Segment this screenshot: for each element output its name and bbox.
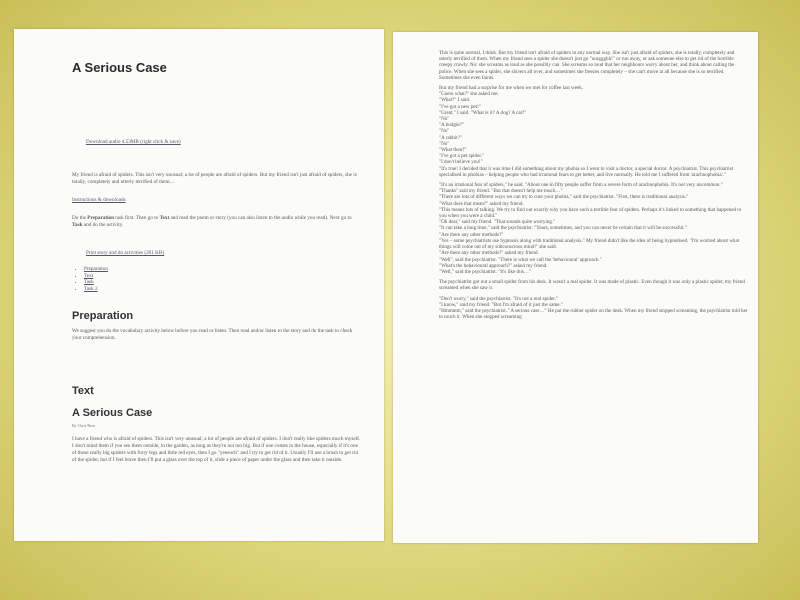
- story-paragraph: I have a friend who is afraid of spiders. This isn't very unusual; a lot of people are afraid of spiders. I don't really like spiders much myself. I don't mind them if you see them outside, in the garden, as long as they're not too big. But if one comes in the house, especially if it's one of those really big spiders with furry legs and little red eyes, then I go "yeeeuch" and I try to get rid of it. Usually I'll use a brush to get rid of the spider, but if I feel brave then I'll put a glass over the top of it, slide a piece of paper under the glass and then take it outside.: [72, 436, 361, 463]
- dialogue-line: "I've got a pet spider.": [439, 153, 485, 160]
- preparation-heading: Preparation: [72, 310, 134, 322]
- story-continuation: [439, 50, 748, 320]
- section-links-list: [72, 266, 362, 292]
- dialogue-line: "Thanks" said my friend. "But that doesn't help me much…": [439, 188, 563, 195]
- bullet-link-task-2[interactable]: • Task 2: [84, 286, 362, 293]
- intro-paragraph: My friend is afraid of spiders. This isn't very unusual; a lot of people are afraid of spiders. But my friend isn't just afraid of spiders, she is totally, completely and utterly terrified of them…: [72, 172, 357, 185]
- print-story-link[interactable]: Print story and do activities (201 KB): [86, 250, 165, 256]
- instructions-paragraph: Do the Preparation task first. Then go to Text and read the poem or story (you can also listen to the audio while you read). Next go to Task and do the activity.: [72, 215, 352, 228]
- dialogue-line: "Are there any other methods?": [439, 231, 504, 238]
- dialogue-line: "What's the behavioural approach?" asked my friend.: [439, 262, 548, 269]
- paragraph-1: This is quite normal, I think. But my friend isn't afraid of spiders in any normal way. She isn't just afraid of spiders, she is totally, completely and utterly terrified of them. When my friend sees a spider she doesn't just go "uurggghh!" or run away, or ask someone else to get rid of the horrible creepy crawly. No: she screams as loud as she possibly can. She screams so loud that her neighbours worry about her, and think about calling the police. When she sees a spider, she shivers all over, and sometimes she freezes completely – she can't move at all because she is so terrified. Sometimes she even faints.: [439, 50, 735, 81]
- dialogue-line: "Oh dear," said my friend. "That sounds quite worrying.": [439, 219, 556, 226]
- dialogue-line: "Great," I said. "What is it? A dog? A cat?": [439, 109, 527, 116]
- dialogue-line: "A rabbit?": [439, 134, 462, 141]
- dialogue-line: "Don't worry," said the psychiatrist. "It's not a real spider.": [439, 295, 559, 302]
- dialogue-line: "What does that mean?" asked my friend.: [439, 200, 524, 207]
- dialogue-line: "Hmmmm," said the psychiatrist. "A serious case…" He put the rubber spider on the desk. When my friend stopped screaming, the psychiatrist told her to touch it. When she stopped screaming: [439, 307, 748, 321]
- dialogue-line: "I've got a new pet!": [439, 103, 481, 110]
- bullet-link-text[interactable]: • Text: [84, 273, 362, 280]
- page-title: A Serious Case: [72, 60, 167, 75]
- dialogue-line: "No": [439, 128, 450, 135]
- dialogue-block-2: [439, 182, 748, 275]
- dialogue-line: "It's an irrational fear of spiders," he said. "About one in fifty people suffer from a severe form of arachnophobia. It's not very uncommon.": [439, 182, 723, 189]
- dialogue-block-1: [439, 91, 748, 178]
- dialogue-line: "No": [439, 140, 450, 147]
- download-audio-link[interactable]: Download audio 4.53MB (right click & save): [86, 139, 181, 145]
- dialogue-line: "I don't believe you!": [439, 159, 483, 166]
- story-title: A Serious Case: [72, 407, 153, 419]
- dialogue-line: "Yes – some psychiatrists use hypnosis along with traditional analysis." My friend didn't like the idea of being hypnotised. "I'm worried about what things will come out of my subconscious mind!" she said.: [439, 237, 740, 251]
- dialogue-line: "A budgie?": [439, 122, 464, 129]
- story-byline: By Chris Rose: [72, 423, 96, 428]
- dialogue-line: "Are there any other methods?" asked my friend.: [439, 250, 539, 257]
- preparation-paragraph: We suggest you do the vocabulary activity below before you read or listen. Then read and/or listen to the story and do the task to check your comprehension.: [72, 328, 353, 341]
- bullet-link-preparation[interactable]: • Preparation: [84, 266, 362, 273]
- dialogue-intro: But my friend had a surprise for me when we met for coffee last week.: [439, 85, 584, 92]
- dialogue-line: "It can take a long time," said the psychiatrist. "Years, sometimes, and you can never be certain that it will be successful.": [439, 225, 687, 232]
- dialogue-line: "What?" I said.: [439, 97, 471, 104]
- dialogue-line: "What then?": [439, 147, 467, 154]
- dialogue-line: "Guess what?" she asked me.: [439, 91, 499, 98]
- dialogue-line: "I know," said my friend. "But I'm afraid of it just the same.": [439, 301, 563, 308]
- dialogue-line: "Well," said the psychiatrist. "It's like this…": [439, 268, 532, 275]
- dialogue-line: "Well", said the psychiatrist. "There is what we call the 'behavioural' approach.": [439, 256, 602, 263]
- dialogue-block-3: [439, 296, 748, 321]
- right-document-page: [393, 32, 758, 543]
- bullet-link-task[interactable]: • Task: [84, 279, 362, 286]
- instructions-link[interactable]: Instructions & downloads: [72, 197, 126, 203]
- left-document-page: [14, 29, 384, 541]
- dialogue-line: "It's true! I decided that it was time I did something about my phobia so I went to visit a doctor, a special doctor. A psychiatrist. This psychiatrist specialised in phobias – helping people who had irrational fears to get better, and live normally. He told me I suffered from 'arachnophobia'.": [439, 165, 734, 178]
- dialogue-line: "No": [439, 116, 450, 123]
- text-heading: Text: [72, 385, 94, 397]
- dialogue-line: "This means lots of talking. We try to find out exactly why you have such a terrible fear of spiders. Perhaps it's linked to something that happened to you when you were a child.": [439, 206, 742, 220]
- dialogue-line: "There are lots of different ways we can try to cure your phobia," said the psychiatrist. "First, there is traditional analysis.": [439, 194, 689, 201]
- paragraph-3: The psychiatrist got out a small spider from his desk. It wasn't a real spider. It was made of plastic. Even though it was only a plastic spider, my friend screamed when she saw it.: [439, 279, 745, 292]
